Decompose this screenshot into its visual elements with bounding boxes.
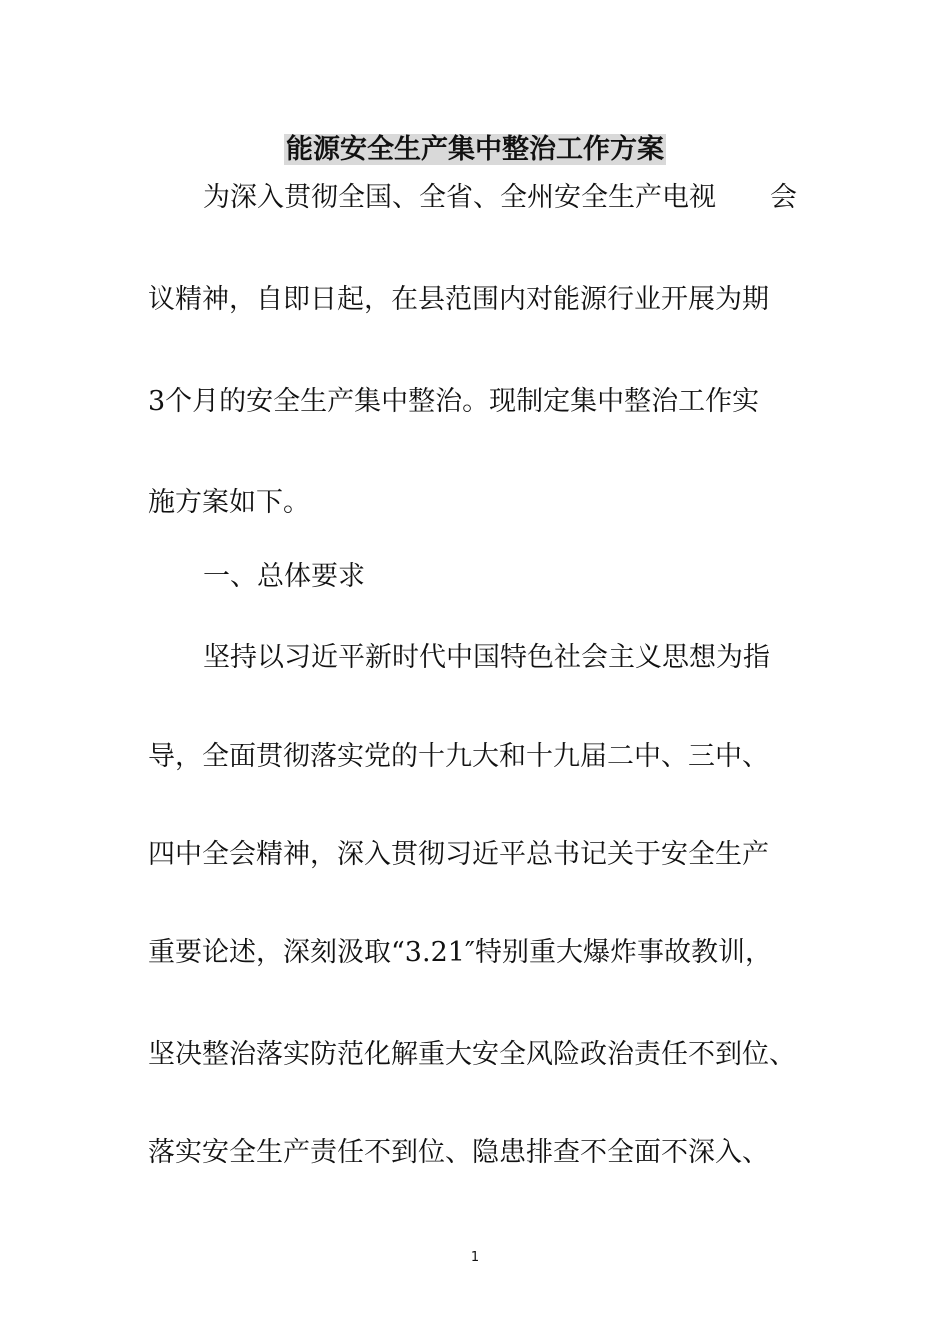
paragraph-line: 重要论述，深刻汲取“3.21″特别重大爆炸事故教训， (148, 937, 773, 968)
document-title (0, 130, 950, 170)
paragraph-line: 施方案如下。 (148, 487, 310, 518)
paragraph-line: 议精神，自即日起，在县范围内对能源行业开展为期 (148, 284, 769, 315)
section-heading: 一、总体要求 (203, 561, 365, 592)
paragraph-line: 3个月的安全生产集中整治。现制定集中整治工作实 (148, 386, 760, 417)
paragraph-line: 导，全面贯彻落实党的十九大和十九届二中、三中、 (148, 741, 769, 772)
page-number: 1 (470, 1250, 480, 1265)
paragraph-line: 坚决整治落实防范化解重大安全风险政治责任不到位、 (148, 1039, 796, 1070)
paragraph-line: 为深入贯彻全国、全省、全州安全生产电视 会 (203, 182, 797, 213)
document-title-text: 能源安全生产集中整治工作方案 (286, 134, 664, 165)
paragraph-line: 四中全会精神，深入贯彻习近平总书记关于安全生产 (148, 839, 769, 870)
paragraph-line: 落实安全生产责任不到位、隐患排查不全面不深入、 (148, 1137, 769, 1168)
paragraph-line: 坚持以习近平新时代中国特色社会主义思想为指 (203, 642, 770, 673)
